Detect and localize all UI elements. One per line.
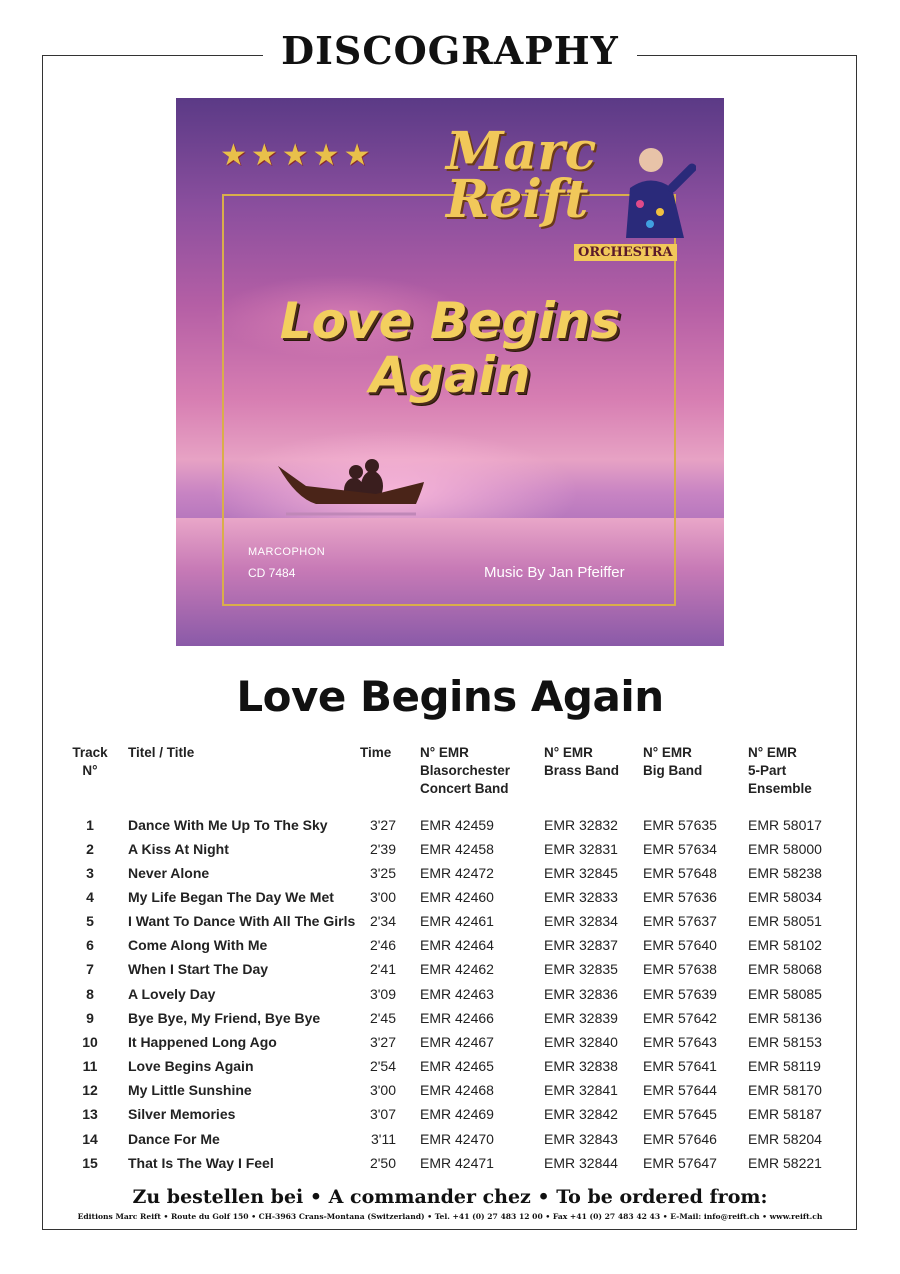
concert-band-number: EMR 42466 (420, 1010, 494, 1026)
track-title: When I Start The Day (128, 961, 269, 977)
track-number: 11 (82, 1058, 98, 1074)
concert-band-number: EMR 42460 (420, 889, 494, 905)
brass-band-number: EMR 32835 (544, 961, 618, 977)
cover-title-line2: Again (369, 346, 531, 404)
track-time: 3'11 (371, 1131, 396, 1147)
table-row (0, 889, 900, 913)
track-title: My Little Sunshine (128, 1082, 252, 1098)
header-brass-band (544, 744, 619, 780)
big-band-number: EMR 57634 (643, 841, 717, 857)
table-row (0, 1010, 900, 1034)
concert-band-number: EMR 42470 (420, 1131, 494, 1147)
track-time: 2'54 (369, 1058, 396, 1074)
track-number: 3 (86, 865, 94, 881)
album-title: Love Begins Again (236, 672, 664, 721)
catalog-number: CD 7484 (248, 566, 296, 580)
big-band-number: EMR 57642 (643, 1010, 717, 1026)
composer-credit: Music By Jan Pfeiffer (484, 564, 625, 581)
concert-band-number: EMR 42468 (420, 1082, 494, 1098)
big-band-number: EMR 57648 (643, 865, 717, 881)
big-band-number: EMR 57637 (643, 913, 717, 929)
header-concert-band-line3: Concert Band (420, 781, 509, 796)
track-number: 1 (86, 817, 94, 833)
header-concert-band (420, 744, 510, 798)
track-time: 3'25 (369, 865, 396, 881)
brass-band-number: EMR 32834 (544, 913, 618, 929)
track-title: I Want To Dance With All The Girls (128, 913, 356, 929)
table-row (0, 961, 900, 985)
header-big-band (643, 744, 702, 780)
track-number: 5 (86, 913, 94, 929)
ensemble-number: EMR 58221 (748, 1155, 822, 1171)
album-cover (176, 98, 724, 646)
brass-band-number: EMR 32843 (544, 1131, 618, 1147)
track-number: 12 (82, 1082, 98, 1098)
concert-band-number: EMR 42471 (420, 1155, 494, 1171)
ensemble-number: EMR 58153 (748, 1034, 822, 1050)
header-ensemble-line2: 5-Part (748, 763, 787, 778)
big-band-number: EMR 57643 (643, 1034, 717, 1050)
ensemble-number: EMR 58170 (748, 1082, 822, 1098)
track-time: 2'45 (369, 1010, 396, 1026)
ensemble-number: EMR 58119 (748, 1058, 821, 1074)
artist-logo-line1: Marc (446, 121, 597, 182)
table-row (0, 1058, 900, 1082)
ensemble-number: EMR 58204 (748, 1131, 822, 1147)
ensemble-number: EMR 58034 (748, 889, 822, 905)
orchestra-label: ORCHESTRA (574, 244, 677, 261)
big-band-number: EMR 57638 (643, 961, 717, 977)
table-row (0, 1106, 900, 1130)
header-track-line2: N° (82, 763, 98, 778)
track-title: Love Begins Again (128, 1058, 254, 1074)
big-band-number: EMR 57639 (643, 986, 717, 1002)
marcophon-logo: MARCOPHON (248, 546, 326, 558)
brass-band-number: EMR 32845 (544, 865, 618, 881)
concert-band-number: EMR 42459 (420, 817, 494, 833)
concert-band-number: EMR 42463 (420, 986, 494, 1002)
track-number: 2 (86, 841, 94, 857)
cover-title-line1: Love Begins (279, 292, 621, 350)
header-concert-band-line2: Blasorchester (420, 763, 511, 778)
table-row (0, 1034, 900, 1058)
table-row (0, 1155, 900, 1179)
track-number: 6 (86, 937, 94, 953)
order-line: Zu bestellen bei • A commander chez • To be ordered from: (132, 1186, 768, 1208)
header-title: Titel / Title (128, 745, 195, 760)
track-number: 9 (86, 1010, 94, 1026)
brass-band-number: EMR 32838 (544, 1058, 618, 1074)
track-title: Dance With Me Up To The Sky (128, 817, 328, 833)
brass-band-number: EMR 32839 (544, 1010, 618, 1026)
table-row (0, 1082, 900, 1106)
big-band-number: EMR 57645 (643, 1106, 717, 1122)
brass-band-number: EMR 32841 (544, 1082, 618, 1098)
track-time: 2'34 (369, 913, 396, 929)
track-time: 3'27 (369, 817, 396, 833)
header-ensemble-line3: Ensemble (748, 781, 812, 796)
brass-band-number: EMR 32842 (544, 1106, 618, 1122)
big-band-number: EMR 57635 (643, 817, 717, 833)
header-ensemble (748, 744, 812, 798)
concert-band-number: EMR 42472 (420, 865, 494, 881)
track-number: 7 (86, 961, 94, 977)
track-number: 10 (82, 1034, 98, 1050)
track-time: 2'39 (369, 841, 396, 857)
big-band-number: EMR 57647 (643, 1155, 717, 1171)
ensemble-number: EMR 58238 (748, 865, 822, 881)
track-time: 3'00 (369, 889, 396, 905)
header-ensemble-line1: N° EMR (748, 745, 797, 760)
track-title: It Happened Long Ago (128, 1034, 277, 1050)
track-number: 4 (86, 889, 94, 905)
track-title: Bye Bye, My Friend, Bye Bye (128, 1010, 321, 1026)
conductor-photo (606, 138, 696, 238)
concert-band-number: EMR 42462 (420, 961, 494, 977)
artist-logo (446, 121, 616, 230)
big-band-number: EMR 57644 (643, 1082, 717, 1098)
brass-band-number: EMR 32837 (544, 937, 618, 953)
ensemble-number: EMR 58000 (748, 841, 822, 857)
big-band-number: EMR 57640 (643, 937, 717, 953)
track-time: 2'50 (369, 1155, 396, 1171)
track-number: 8 (86, 986, 94, 1002)
boat-silhouette (276, 438, 426, 528)
header-concert-band-line1: N° EMR (420, 745, 469, 760)
track-time: 3'07 (369, 1106, 396, 1122)
ensemble-number: EMR 58187 (748, 1106, 822, 1122)
track-number: 15 (82, 1155, 98, 1171)
ensemble-number: EMR 58136 (748, 1010, 822, 1026)
big-band-number: EMR 57636 (643, 889, 717, 905)
table-row (0, 986, 900, 1010)
brass-band-number: EMR 32833 (544, 889, 618, 905)
header-big-band-line1: N° EMR (643, 745, 692, 760)
concert-band-number: EMR 42469 (420, 1106, 494, 1122)
track-title: Silver Memories (128, 1106, 236, 1122)
header-brass-band-line1: N° EMR (544, 745, 593, 760)
ensemble-number: EMR 58017 (748, 817, 822, 833)
track-number: 13 (82, 1106, 98, 1122)
big-band-number: EMR 57641 (643, 1058, 717, 1074)
track-time: 3'27 (369, 1034, 396, 1050)
publisher-address: Editions Marc Reift • Route du Golf 150 • CH-3963 Crans-Montana (Switzerland) • Tel. +41 (0) 27 483 12 00 • Fax +41 (0) 27 483 42 43 • E-Mail: info@reift.ch • www.reift.ch (77, 1212, 823, 1221)
artist-logo-line2: Reift (446, 169, 589, 230)
brass-band-number: EMR 32844 (544, 1155, 618, 1171)
discography-title: DISCOGRAPHY (263, 28, 637, 73)
page-heading (0, 28, 900, 73)
table-row (0, 937, 900, 961)
track-title: A Lovely Day (128, 986, 216, 1002)
track-title: Never Alone (128, 865, 210, 881)
track-title: My Life Began The Day We Met (128, 889, 334, 905)
track-title: That Is The Way I Feel (128, 1155, 274, 1171)
table-row (0, 817, 900, 841)
concert-band-number: EMR 42461 (420, 913, 494, 929)
track-title: Dance For Me (128, 1131, 220, 1147)
ensemble-number: EMR 58068 (748, 961, 822, 977)
track-time: 2'46 (369, 937, 396, 953)
ensemble-number: EMR 58102 (748, 937, 822, 953)
track-title: A Kiss At Night (128, 841, 229, 857)
cover-title (176, 294, 724, 402)
table-row (0, 1131, 900, 1155)
track-number: 14 (82, 1131, 98, 1147)
table-row (0, 841, 900, 865)
header-time: Time (360, 745, 392, 760)
track-title: Come Along With Me (128, 937, 268, 953)
track-time: 3'09 (369, 986, 396, 1002)
brass-band-number: EMR 32832 (544, 817, 618, 833)
header-track (70, 744, 110, 780)
concert-band-number: EMR 42464 (420, 937, 494, 953)
stars-icon: ★★★★★ (220, 139, 375, 172)
track-time: 2'41 (369, 961, 396, 977)
record-label (248, 546, 325, 580)
big-band-number: EMR 57646 (643, 1131, 717, 1147)
brass-band-number: EMR 32840 (544, 1034, 618, 1050)
concert-band-number: EMR 42465 (420, 1058, 494, 1074)
brass-band-number: EMR 32836 (544, 986, 618, 1002)
header-big-band-line2: Big Band (643, 763, 703, 778)
header-track-line1: Track (72, 745, 108, 760)
ensemble-number: EMR 58085 (748, 986, 822, 1002)
table-row (0, 865, 900, 889)
table-row (0, 913, 900, 937)
concert-band-number: EMR 42458 (420, 841, 494, 857)
track-time: 3'00 (369, 1082, 396, 1098)
ensemble-number: EMR 58051 (748, 913, 822, 929)
brass-band-number: EMR 32831 (544, 841, 618, 857)
header-brass-band-line2: Brass Band (544, 763, 620, 778)
concert-band-number: EMR 42467 (420, 1034, 494, 1050)
